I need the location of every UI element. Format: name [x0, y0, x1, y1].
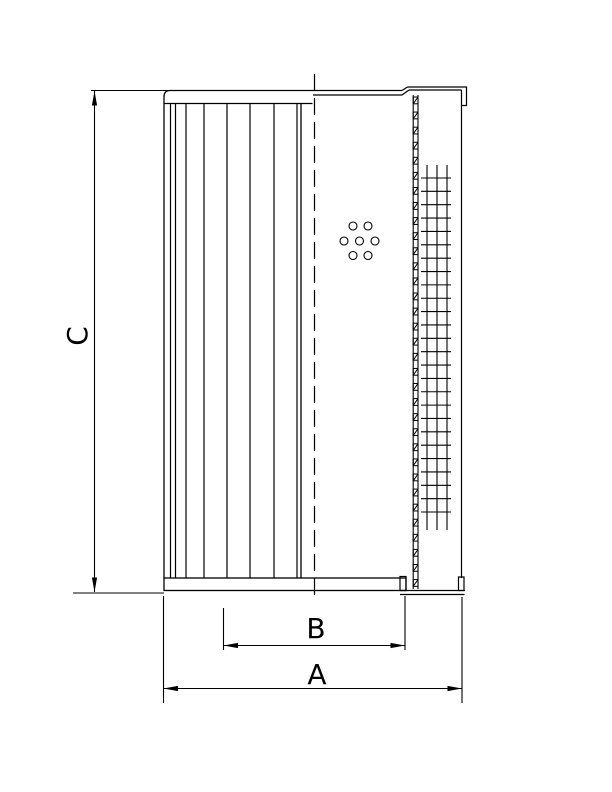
bottom-plate	[400, 591, 465, 595]
top-end-cap	[164, 91, 402, 104]
media-cell-diagonal	[413, 338, 418, 345]
media-cell-diagonal	[413, 127, 418, 134]
media-cell-diagonal	[413, 353, 418, 360]
hole	[356, 237, 364, 245]
perforation-holes	[340, 222, 379, 260]
media-cell-diagonal	[413, 489, 418, 496]
media-cell-diagonal	[413, 384, 418, 391]
media-cell-diagonal	[413, 172, 418, 179]
dimension-c-label: C	[61, 326, 94, 346]
media-cell-diagonal	[413, 233, 418, 240]
media-cell-diagonal	[413, 278, 418, 285]
arrowhead-right	[391, 643, 406, 648]
dimension-c	[61, 91, 171, 594]
dimension-b	[224, 596, 406, 650]
media-cell-diagonal	[413, 323, 418, 330]
hole	[364, 252, 372, 260]
hole	[364, 222, 372, 230]
media-cell-diagonal	[413, 368, 418, 375]
media-cell-diagonal	[413, 142, 418, 149]
hole	[349, 252, 357, 260]
media-cell-diagonal	[413, 218, 418, 225]
media-cell-diagonal	[413, 293, 418, 300]
media-cell-diagonal	[413, 564, 418, 571]
bottom-end-cap	[164, 578, 406, 591]
media-cell-diagonal	[413, 429, 418, 436]
media-cell-diagonal	[413, 308, 418, 315]
media-cell-diagonal	[413, 263, 418, 270]
arrowhead-left	[164, 686, 179, 691]
media-cell-diagonal	[413, 203, 418, 210]
hole	[371, 237, 379, 245]
media-cell-diagonal	[413, 97, 418, 104]
media-cell-diagonal	[413, 112, 418, 119]
hole	[340, 237, 348, 245]
section-view	[313, 87, 467, 595]
arrowhead-right	[448, 686, 463, 691]
arrowhead-left	[224, 643, 239, 648]
media-cell-diagonal	[413, 248, 418, 255]
arrowhead-up	[92, 91, 97, 106]
media-cell-diagonal	[413, 187, 418, 194]
pleat-lines	[171, 104, 298, 579]
dimension-a-label: A	[307, 658, 327, 691]
media-cell-diagonal	[413, 459, 418, 466]
top-rim-hook	[462, 87, 467, 106]
support-mesh	[421, 165, 451, 530]
media-cell-diagonal	[413, 444, 418, 451]
bottom-lip-right	[459, 577, 465, 591]
media-section-cells	[413, 97, 418, 586]
media-cell-diagonal	[413, 519, 418, 526]
media-cell-diagonal	[413, 504, 418, 511]
media-cell-diagonal	[413, 474, 418, 481]
media-cell-diagonal	[413, 399, 418, 406]
hole	[349, 222, 357, 230]
media-cell-diagonal	[413, 580, 418, 587]
media-cell-diagonal	[413, 157, 418, 164]
top-plate-outer	[408, 87, 464, 90]
media-cell-diagonal	[413, 414, 418, 421]
media-cell-diagonal	[413, 534, 418, 541]
filter-body-exterior	[164, 91, 406, 591]
media-cell-diagonal	[413, 549, 418, 556]
dimension-b-label: B	[306, 612, 326, 645]
arrowhead-down	[92, 578, 97, 593]
top-plate-step	[402, 87, 409, 95]
